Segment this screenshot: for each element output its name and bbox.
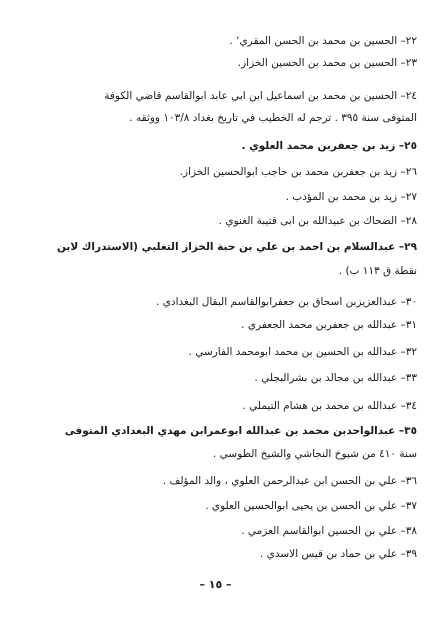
entry-continuation: المتوفى سنة ٣٩٥ . ترجم له الخطيب في تاريخ بغداد ١٠٣/٨ ووثقه . <box>129 112 417 124</box>
entry-line: ٣٥– عبدالواحدبن محمد بن عبدالله ابوعمرابن مهدي البغدادي المتوفى <box>64 425 417 437</box>
entry-line: ٣٧– علي بن الحسن بن يحيى ابوالحسين العلوي . <box>205 500 417 512</box>
entry-line: ٢٩– عبدالسلام بن احمد بن علي بن حبة الخزاز التغلبي (الاستدراك لابن <box>56 241 417 253</box>
entry-line: ٢٢– الحسين بن محمد بن الحسن المقري٬ . <box>229 35 417 47</box>
entry-line: ٢٥– زيد بن جعفربن محمد العلوي . <box>241 140 417 152</box>
entry-line: ٢٣– الحسين بن محمد بن الحسين الخزاز. <box>237 57 417 69</box>
entry-line: ٣٠– عبدالعزيزبن اسحاق بن جعفرابوالقاسم البقال البغدادي . <box>156 296 417 308</box>
entry-line: ٣٤– عبدالله بن محمد بن هشام التيملي . <box>242 400 417 412</box>
entry-line: ٣٩– علي بن حماد بن قيس الاسدي . <box>260 548 417 560</box>
entry-line: ٣١– عبدالله بن جعفربن محمد الجعفري . <box>241 319 417 331</box>
entry-line: ٣٣– عبدالله بن مجالد بن بشرالبجلي . <box>254 372 417 384</box>
entry-continuation: سنة ٤١٠ من شيوخ النجاشي والشيخ الطوسي . <box>212 448 417 460</box>
entry-line: ٢٦– زيد بن جعفربن محمد بن حاجب ابوالحسين الخزاز. <box>179 166 417 178</box>
page-number: – ١٥ – <box>199 578 232 591</box>
entry-line: ٢٨– الضحاك بن عبيدالله بن ابى قتيبة الغنوي . <box>218 215 417 227</box>
entry-line: ٣٢– عبدالله بن الحسين بن محمد ابومحمد الفارسي . <box>188 346 417 358</box>
entry-continuation: نقطة ق ١١٣ ب) . <box>338 265 417 277</box>
entry-line: ٣٨– علي بن الحسين ابوالقاسم العزمي . <box>241 525 417 537</box>
entry-line: ٣٦– علي بن الحسن ابن عبدالرحمن العلوي ، والد المؤلف . <box>162 475 417 487</box>
entry-line: ٢٤– الحسين بن محمد بن اسماعيل ابن ابي عابد ابوالقاسم قاضي الكوفة <box>104 90 417 102</box>
entry-line: ٢٧– زيد بن محمد بن المؤدب . <box>285 191 417 203</box>
